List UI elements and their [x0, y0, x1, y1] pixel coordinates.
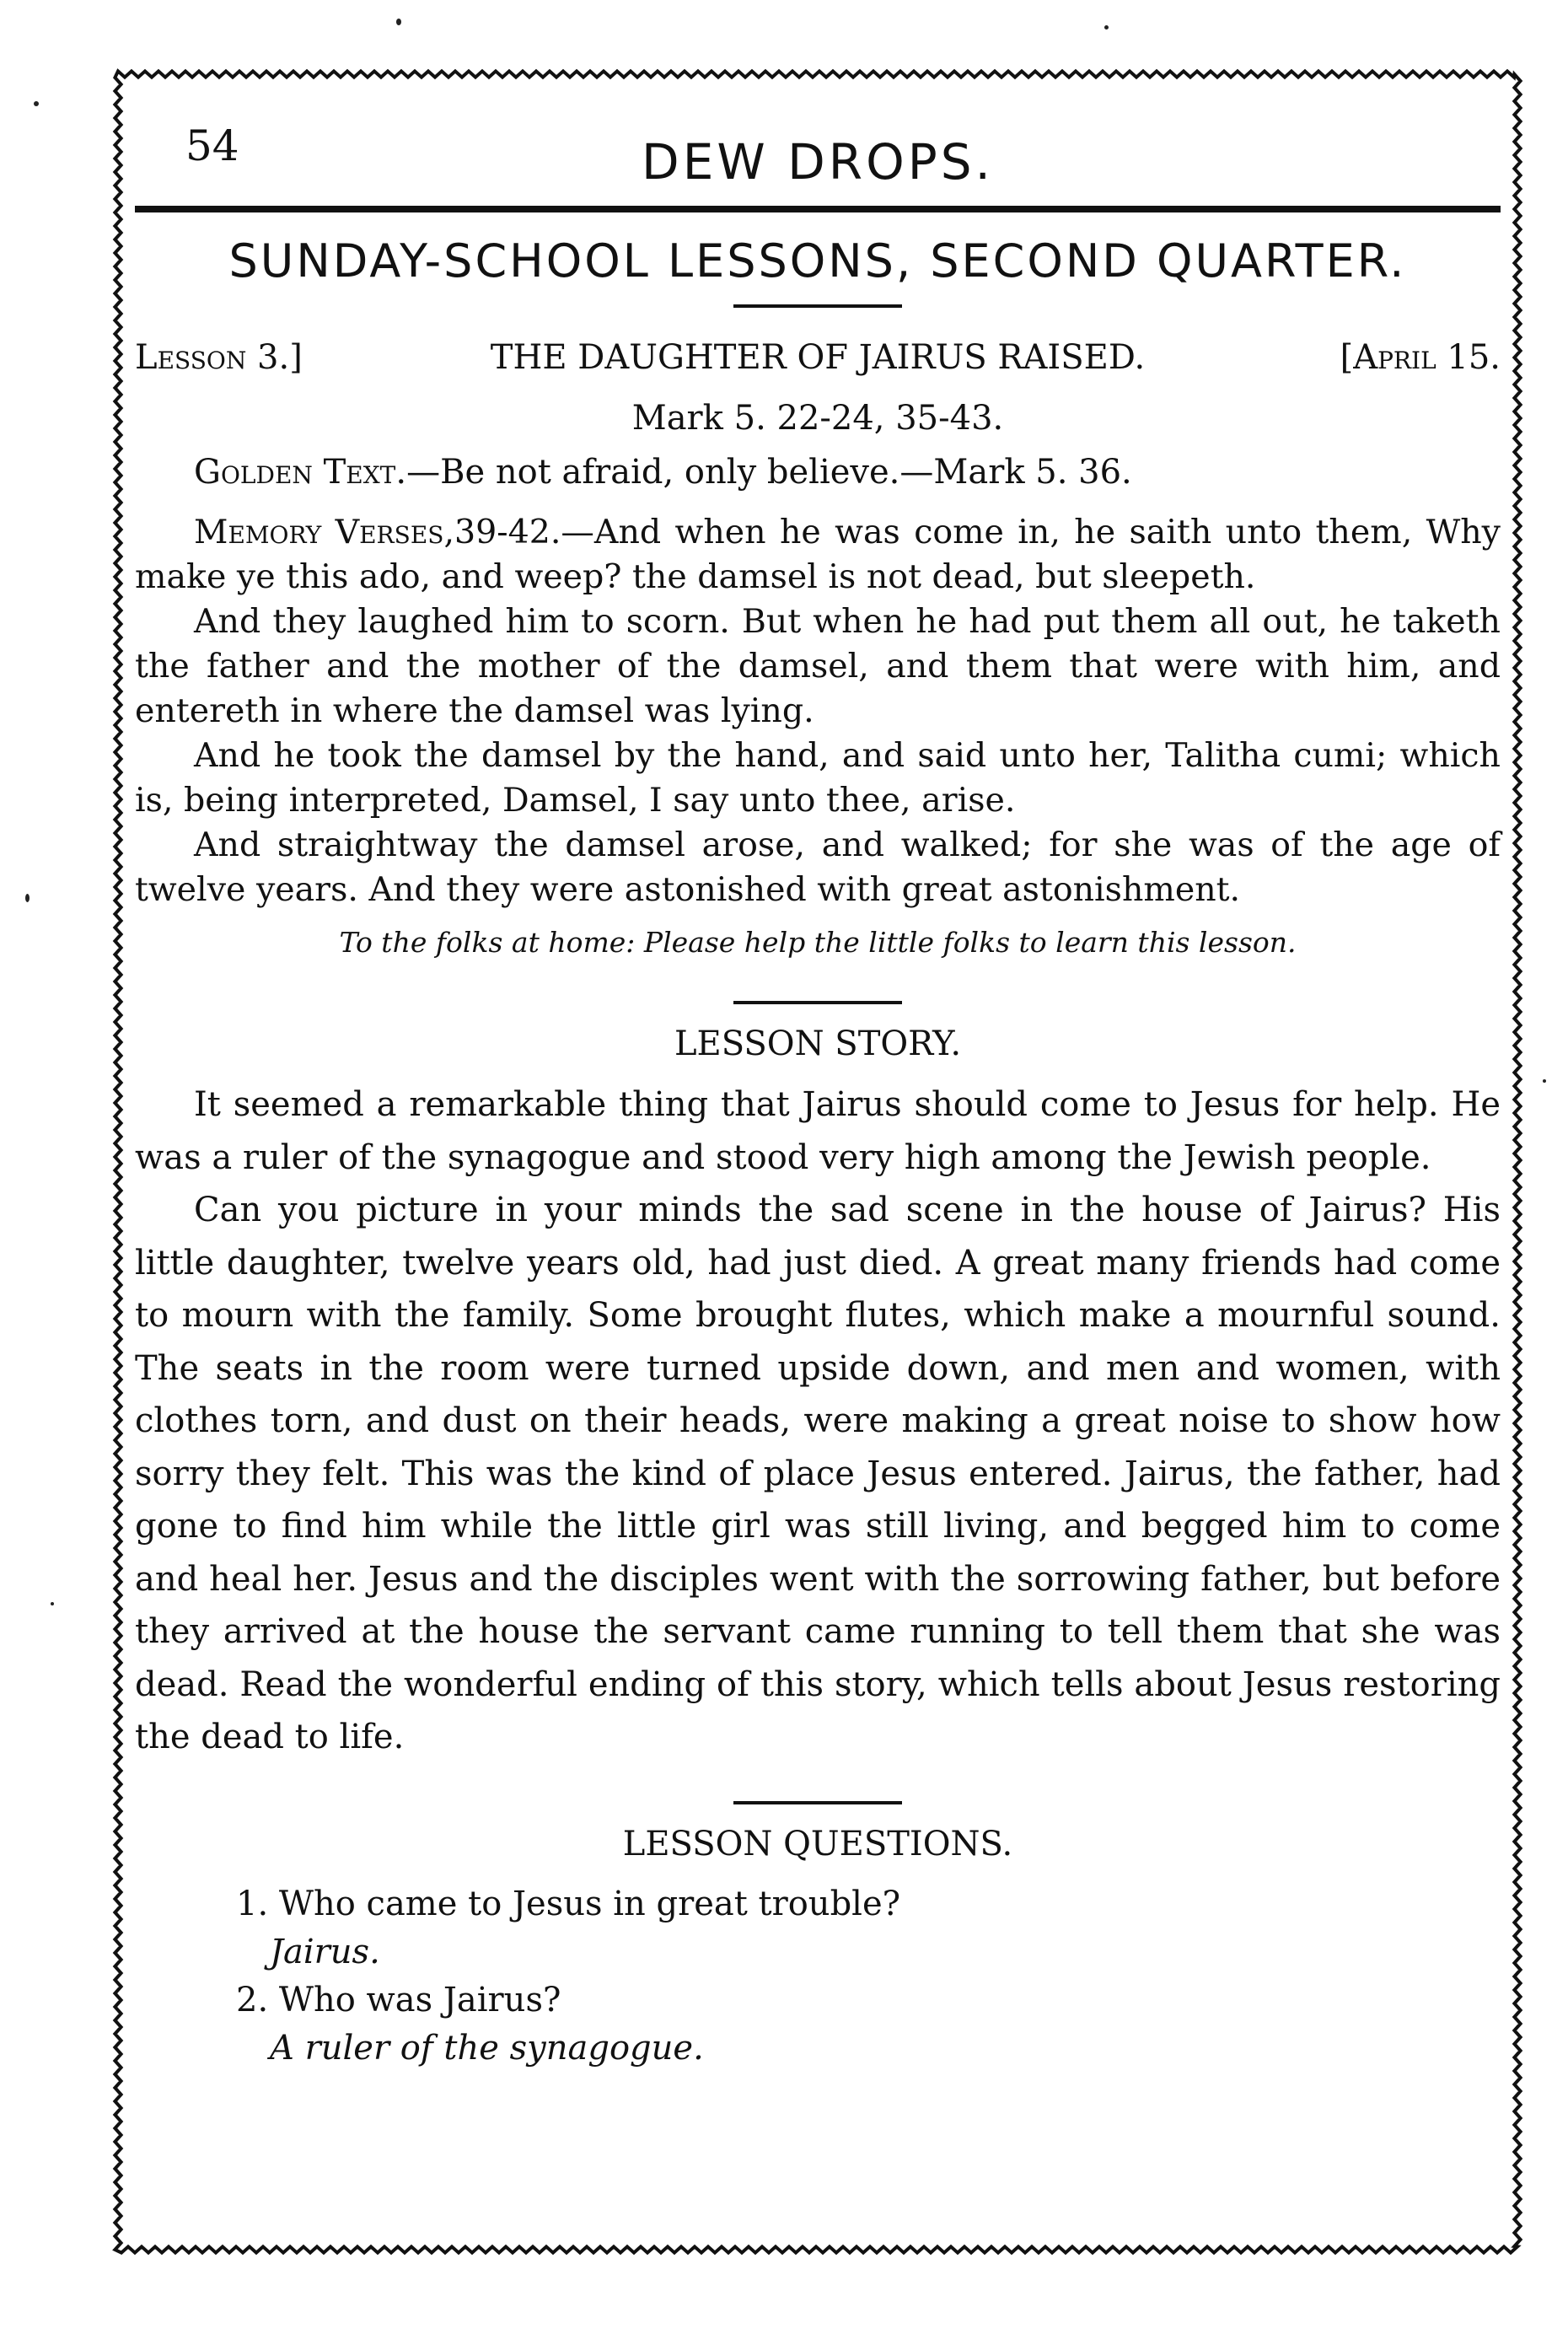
divider	[733, 304, 902, 308]
lesson-questions-heading: LESSON QUESTIONS.	[622, 1824, 1013, 1863]
memory-verse-paragraph: And they laughed him to scorn. But when he had put them all out, he taketh the father and the mother of the damsel, and them that were with him, and entereth in where the damsel was lying.	[135, 602, 1501, 730]
divider	[733, 1001, 902, 1004]
answer: Jairus.	[270, 1932, 380, 1971]
page-frame	[110, 66, 1526, 2258]
lesson-number: Lesson 3.]	[135, 338, 303, 377]
header-rule	[135, 206, 1501, 212]
page-number: 54	[185, 121, 239, 170]
print-speck	[396, 19, 401, 25]
print-speck	[51, 1602, 54, 1605]
print-speck	[25, 894, 30, 902]
question-list	[135, 1880, 1501, 2073]
scripture-reference: Mark 5. 22-24, 35-43.	[631, 399, 1004, 438]
story-paragraph: Can you picture in your minds the sad scene in the house of Jairus? His little daughter, twelve years old, had just died. A great many friends had come to mourn with the family. Some brought flutes, which make a mournful sound. The seats in the room were turned upside down, and men and women, with clothes torn, and dust on their heads, were making a great noise to show how sorry they felt. This was the kind of place Jesus entered. Jairus, the father, had gone to find him while the little girl was still living, and begged him to come and heal her. Jesus and the disciples went with the sorrowing father, but before they arrived at the house the servant came running to tell them that she was dead. Read the wonderful ending of this story, which tells about Jesus restoring the dead to life.	[135, 1191, 1501, 1756]
divider	[733, 1801, 902, 1804]
golden-text-label: Golden Text.	[194, 453, 407, 492]
print-speck	[1543, 1079, 1546, 1083]
lesson-date: [April 15.	[1340, 338, 1501, 377]
print-speck	[34, 101, 39, 106]
memory-verse-paragraph: Memory Verses,39-42.—And when he was come in, he saith unto them, Why make ye this ado, and weep? the damsel is not dead, but sleepeth.	[135, 513, 1501, 596]
page-header	[135, 99, 1501, 192]
memory-verses-label: Memory Verses,	[194, 513, 454, 551]
question: 2. Who was Jairus?	[236, 1980, 561, 2019]
golden-text	[135, 453, 1501, 492]
memory-verse-paragraph: And straightway the damsel arose, and walked; for she was of the age of twelve years. And they were astonished with great astonishment.	[135, 826, 1501, 909]
answer: A ruler of the synagogue.	[270, 2028, 704, 2068]
section-heading: SUNDAY-SCHOOL LESSONS, SECOND QUARTER.	[228, 234, 1407, 288]
question: 1. Who came to Jesus in great trouble?	[236, 1884, 901, 1923]
memory-verse-paragraph: And he took the damsel by the hand, and said unto her, Talitha cumi; which is, being interpreted, Damsel, I say unto thee, arise.	[135, 736, 1501, 820]
print-speck	[1104, 25, 1109, 30]
note-to-parents: To the folks at home: Please help the little folks to learn this lesson.	[339, 926, 1297, 959]
golden-text-body: —Be not afraid, only believe.—Mark 5. 36.	[406, 453, 1132, 492]
story-paragraph: It seemed a remarkable thing that Jairus should come to Jesus for help. He was a ruler of the synagogue and stood very high among the Jewish people.	[135, 1085, 1501, 1177]
memory-verses	[135, 510, 1501, 912]
lesson-story	[135, 1078, 1501, 1764]
lesson-story-heading: LESSON STORY.	[674, 1024, 962, 1063]
journal-title: DEW DROPS.	[642, 133, 994, 191]
lesson-title: THE DAUGHTER OF JAIRUS RAISED.	[490, 338, 1146, 377]
page-content	[135, 99, 1501, 2073]
lesson-line	[135, 338, 1501, 390]
